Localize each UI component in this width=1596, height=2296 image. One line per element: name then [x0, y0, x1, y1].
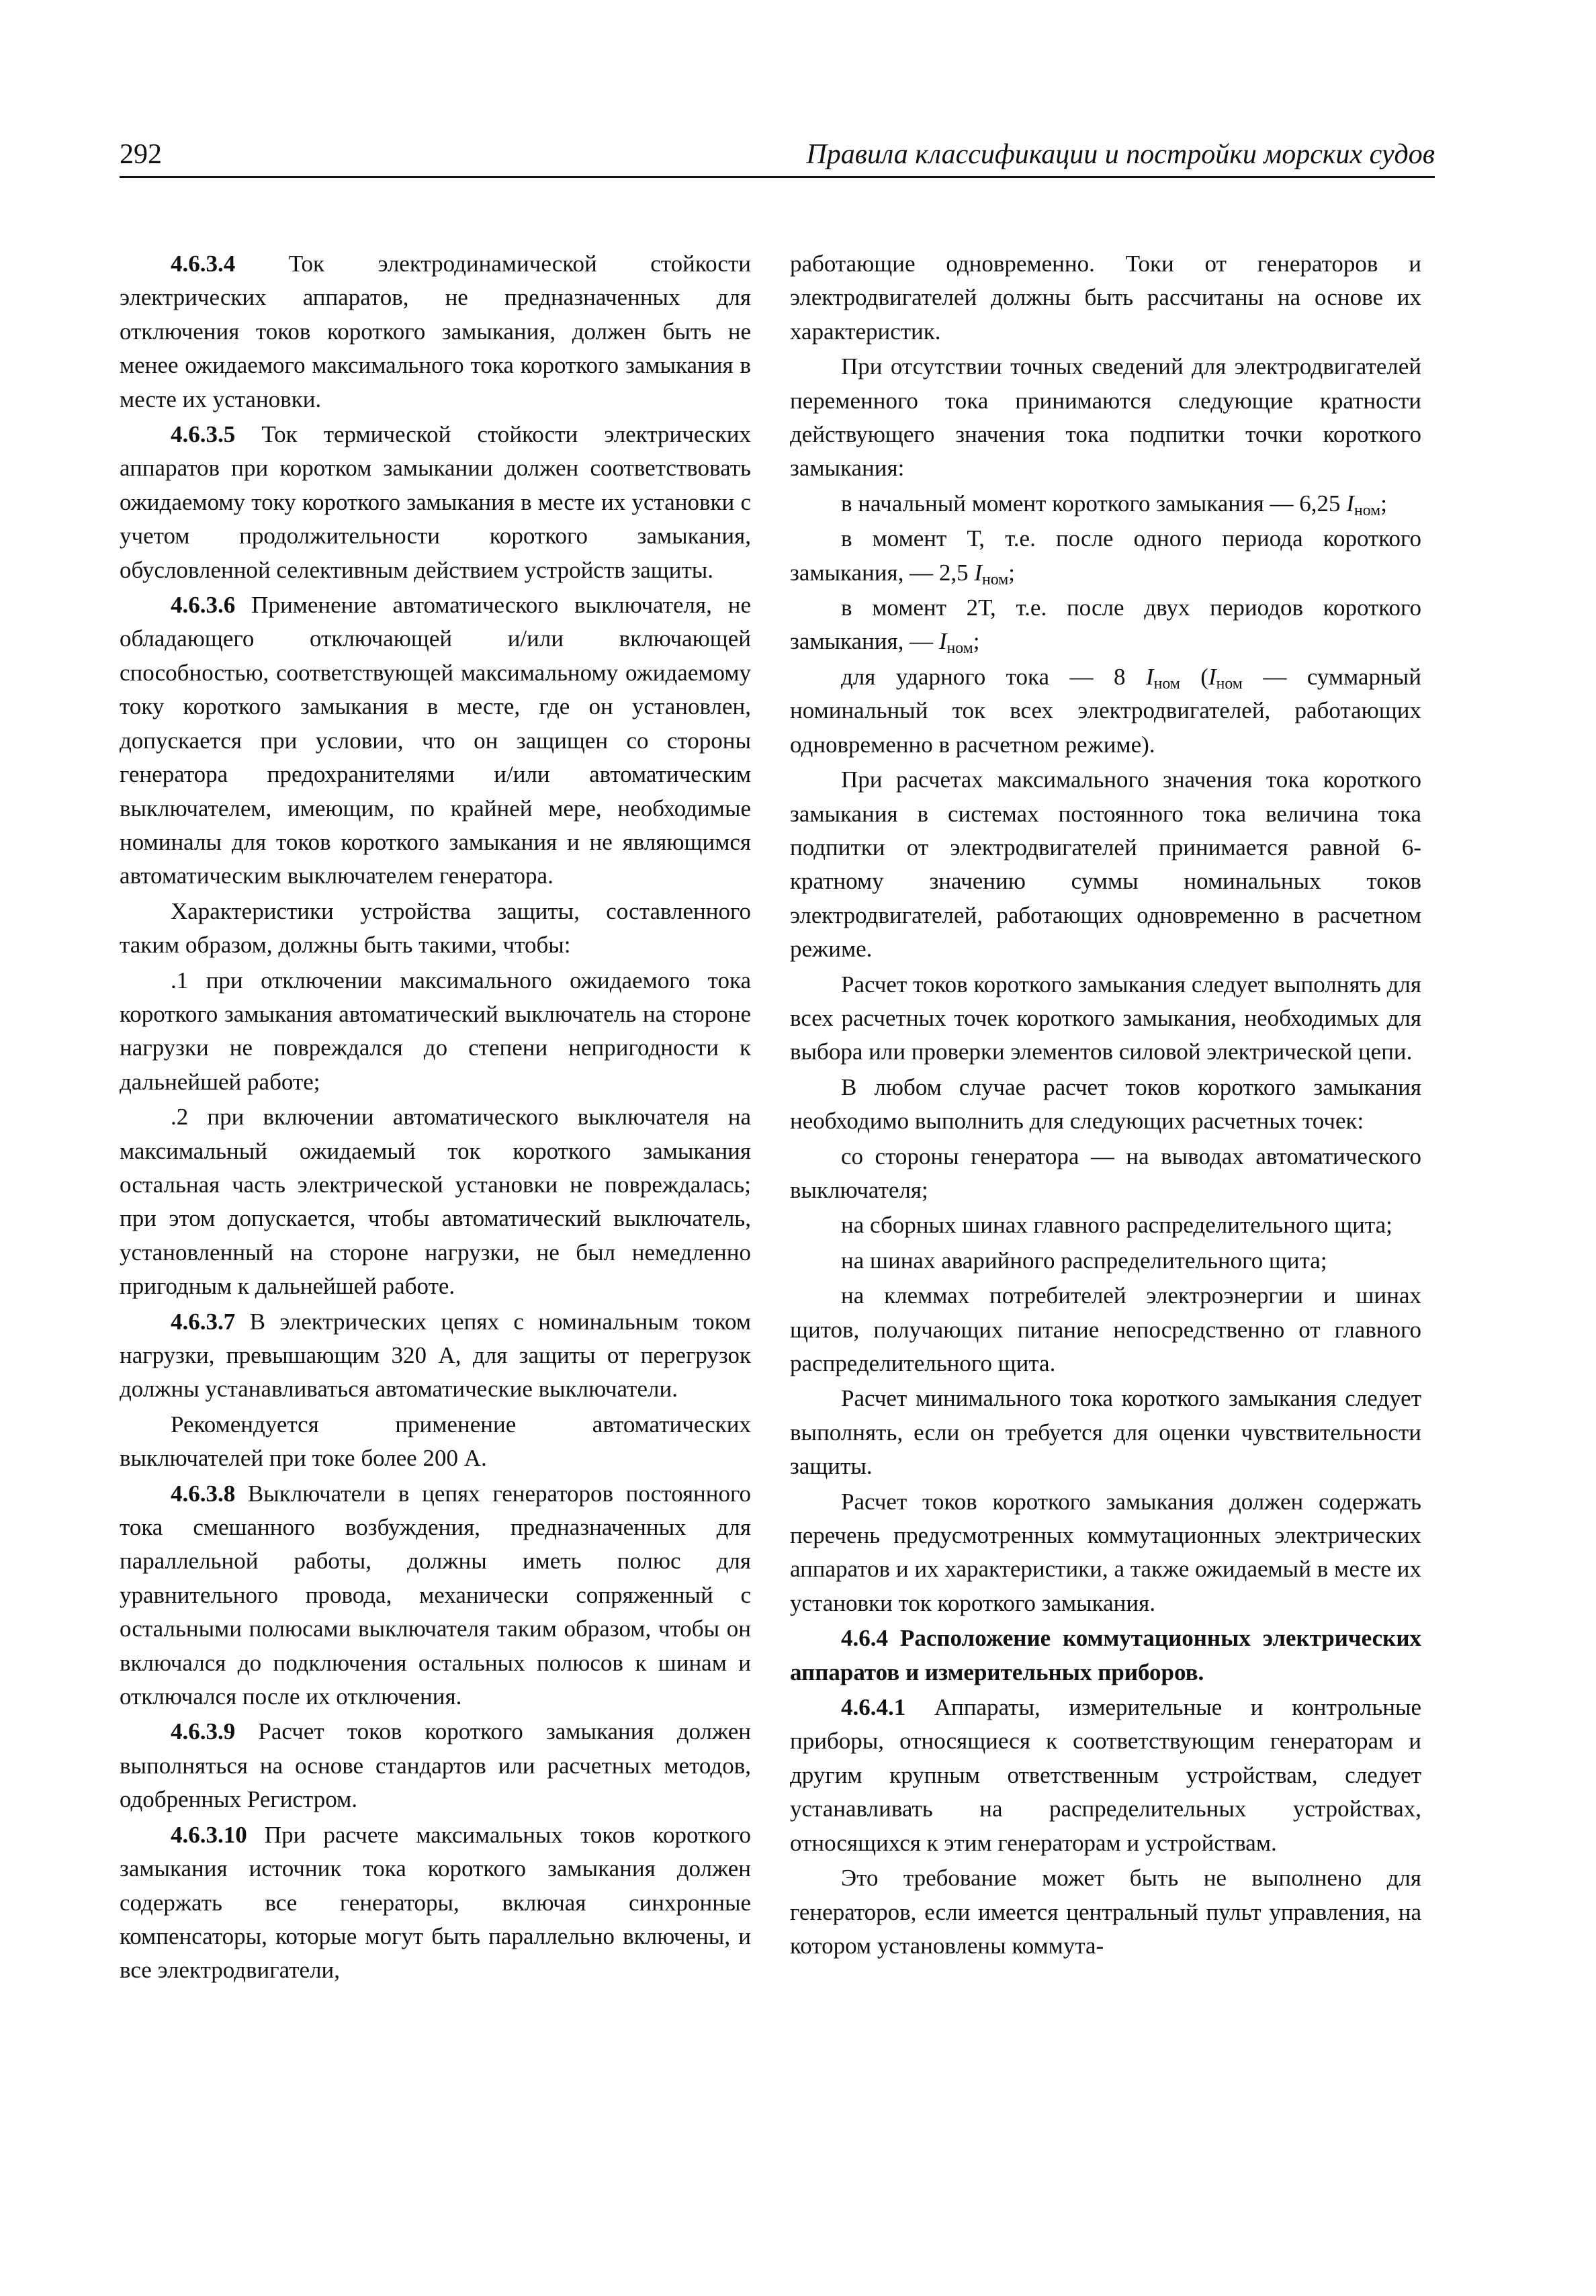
paragraph-4-6-3-10	[120, 1818, 751, 1988]
paragraph-text: Применение автоматического выключателя, не обладающего отключающей и/или включающей способностью, соответствующей максимальному ожидаемому току короткого замыкания в месте, где он установлен, допускается при условии, что он защищен со стороны генератора предохранителями и/или автоматическим выключателем, имеющим, по крайней мере, необходимые номиналы для токов короткого замыкания и не являющимся автоматическим выключателем генератора.	[120, 592, 751, 889]
paragraph-exception: Это требование может быть не выполнено для генераторов, если имеется центральный пульт управления, на котором установлены коммута-	[790, 1865, 1421, 1959]
paragraph-text: Выключатели в цепях генераторов постоянного тока смешанного возбуждения, предназначенных для параллельной работы, должны иметь полюс для уравнительного провода, механически сопряженный с остальными полюсами выключателя таким образом, чтобы он включался до подключения остальных полюсов к шинам и отключался после их отключения.	[120, 1480, 751, 1710]
punctuation: ;	[1008, 559, 1015, 586]
left-column	[120, 247, 751, 1989]
page-number: 292	[120, 139, 162, 170]
paragraph-4-6-4-1	[790, 1691, 1421, 1860]
paragraph-minimum-current: Расчет минимального тока короткого замыкания следует выполнять, если он требуется для оценки чувствительности защиты.	[790, 1385, 1421, 1480]
paragraph-required-points: В любом случае расчет токов короткого замыкания необходимо выполнить для следующих расчетных точек:	[790, 1073, 1421, 1135]
paragraph-calculation-points: Расчет токов короткого замыкания следует выполнять для всех расчетных точек короткого замыкания, необходимых для выбора или проверки элементов силовой электрической цепи.	[790, 971, 1421, 1065]
symbol-i: I	[1346, 490, 1354, 517]
paragraph-recommendation: Рекомендуется применение автоматических выключателей при токе более 200 А.	[120, 1411, 751, 1472]
symbol-i: I	[1145, 663, 1154, 690]
punctuation: ;	[973, 628, 980, 655]
clause-number: 4.6.3.10	[171, 1821, 247, 1848]
symbol-i: I	[974, 559, 982, 586]
paragraph-4-6-3-4	[120, 247, 751, 416]
paragraph-moment-2t	[790, 591, 1421, 659]
paragraph-4-6-3-9	[120, 1715, 751, 1816]
paragraph-moment-t	[790, 522, 1421, 590]
paragraph-text: Аппараты, измерительные и контрольные приборы, относящиеся к соответствующим генераторам и другим крупным ответственным устройствам, следует устанавливать на распределительных устройствах, относящихся к этим генераторам и устройствам.	[790, 1694, 1421, 1856]
paragraph-4-6-3-5	[120, 418, 751, 587]
paragraph-protection-characteristics: Характеристики устройства защиты, составленного таким образом, должны быть такими, чтобы:	[120, 897, 751, 959]
clause-number: 4.6.3.8	[171, 1480, 236, 1507]
paragraph-4-6-3-6	[120, 588, 751, 893]
page-header	[120, 134, 1435, 178]
symbol-subscript: ном	[946, 639, 973, 658]
running-title: Правила классификации и постройки морских судов	[806, 139, 1435, 170]
section-heading-4-6-4: 4.6.4 Расположение коммутационных электрических аппаратов и измерительных приборов.	[790, 1625, 1421, 1685]
paragraph-text: в момент 2Т, т.е. после двух периодов короткого замыкания, —	[790, 594, 1421, 655]
paragraph-initial-moment	[790, 487, 1421, 521]
clause-number: 4.6.3.9	[171, 1718, 236, 1745]
list-item-2: .2 при включении автоматического выключателя на максимальный ожидаемый ток короткого замыкания остальная часть электрической установки не повреждалась; при этом допускается, чтобы автоматический выключатель, установленный на стороне нагрузки, не был немедленно пригодным к дальнейшей работе.	[120, 1104, 751, 1300]
list-consumer-terminals: на клеммах потребителей электроэнергии и шинах щитов, получающих питание непосредственно от главного распределительного щита.	[790, 1282, 1421, 1376]
paragraph-dc-systems: При расчетах максимального значения тока короткого замыкания в системах постоянного тока величина тока подпитки от электродвигателей принимается равной 6-кратному значению суммы номинальных токов электродвигателей, работающих одновременно в расчетном режиме.	[790, 766, 1421, 963]
list-main-switchboard: на сборных шинах главного распределительного щита;	[841, 1212, 1392, 1239]
symbol-subscript: ном	[982, 570, 1009, 588]
paragraph-text: Ток термической стойкости электрических аппаратов при коротком замыкании должен соответствовать ожидаемому току короткого замыкания в месте их установки с учетом продолжительности короткого замыкания, обусловленной селективным действием устройств защиты.	[120, 421, 751, 583]
paragraph-text: Ток электродинамической стойкости электрических аппаратов, не предназначенных для отключения токов короткого замыкания, должен быть не менее ожидаемого максимального тока короткого замыкания в месте их установки.	[120, 251, 751, 412]
symbol-i: I	[1208, 663, 1216, 690]
paragraph-text: в начальный момент короткого замыкания — 6,25	[841, 490, 1347, 517]
list-generator-side: со стороны генератора — на выводах автоматического выключателя;	[790, 1143, 1421, 1203]
paragraph-text: В электрических цепях с номинальным током нагрузки, превышающим 320 А, для защиты от перегрузок должны устанавливаться автоматические выключатели.	[120, 1308, 751, 1403]
punctuation: ;	[1380, 490, 1387, 517]
paragraph-4-6-3-8	[120, 1477, 751, 1714]
symbol-subscript: ном	[1216, 674, 1243, 693]
list-item-1: .1 при отключении максимального ожидаемого тока короткого замыкания автоматический выключатель на стороне нагрузки не повреждался до степени непригодности к дальнейшей работе;	[120, 967, 751, 1095]
symbol-subscript: ном	[1354, 501, 1381, 519]
clause-number: 4.6.3.4	[171, 251, 236, 277]
clause-number: 4.6.4.1	[841, 1694, 906, 1721]
paragraph-surge-current	[790, 660, 1421, 762]
clause-number: 4.6.3.6	[171, 592, 236, 619]
paragraph-ac-motors: При отсутствии точных сведений для электродвигателей переменного тока принимаются следующие кратности действующего значения тока подпитки точки короткого замыкания:	[790, 353, 1421, 482]
right-column	[790, 247, 1421, 1964]
clause-number: 4.6.3.7	[171, 1308, 236, 1335]
paragraph-text: для ударного тока — 8	[841, 663, 1146, 690]
paragraph-calculation-contents: Расчет токов короткого замыкания должен содержать перечень предусмотренных коммутационных электрических аппаратов и их характеристики, а также ожидаемый в месте их установки ток короткого замыкания.	[790, 1488, 1421, 1616]
paragraph-text: При расчете максимальных токов короткого замыкания источник тока короткого замыкания должен содержать все генераторы, включая синхронные компенсаторы, которые могут быть параллельно включены, и все электродвигатели,	[120, 1821, 751, 1984]
paragraph-text: в момент Т, т.е. после одного периода короткого замыкания, — 2,5	[790, 525, 1421, 586]
paragraph-text: Расчет токов короткого замыкания должен выполняться на основе стандартов или расчетных методов, одобренных Регистром.	[120, 1718, 751, 1813]
list-emergency-switchboard: на шинах аварийного распределительного щита;	[841, 1247, 1327, 1274]
symbol-i: I	[938, 628, 947, 655]
clause-number: 4.6.3.5	[171, 421, 236, 448]
paragraph-text: (	[1180, 663, 1208, 690]
paragraph-continuation: работающие одновременно. Токи от генераторов и электродвигателей должны быть рассчитаны на основе их характеристик.	[790, 251, 1421, 345]
paragraph-4-6-3-7	[120, 1305, 751, 1407]
symbol-subscript: ном	[1153, 674, 1180, 693]
paragraph-text: — суммарный номинальный ток всех электродвигателей, работающих одновременно в расчетном режиме).	[790, 663, 1421, 758]
